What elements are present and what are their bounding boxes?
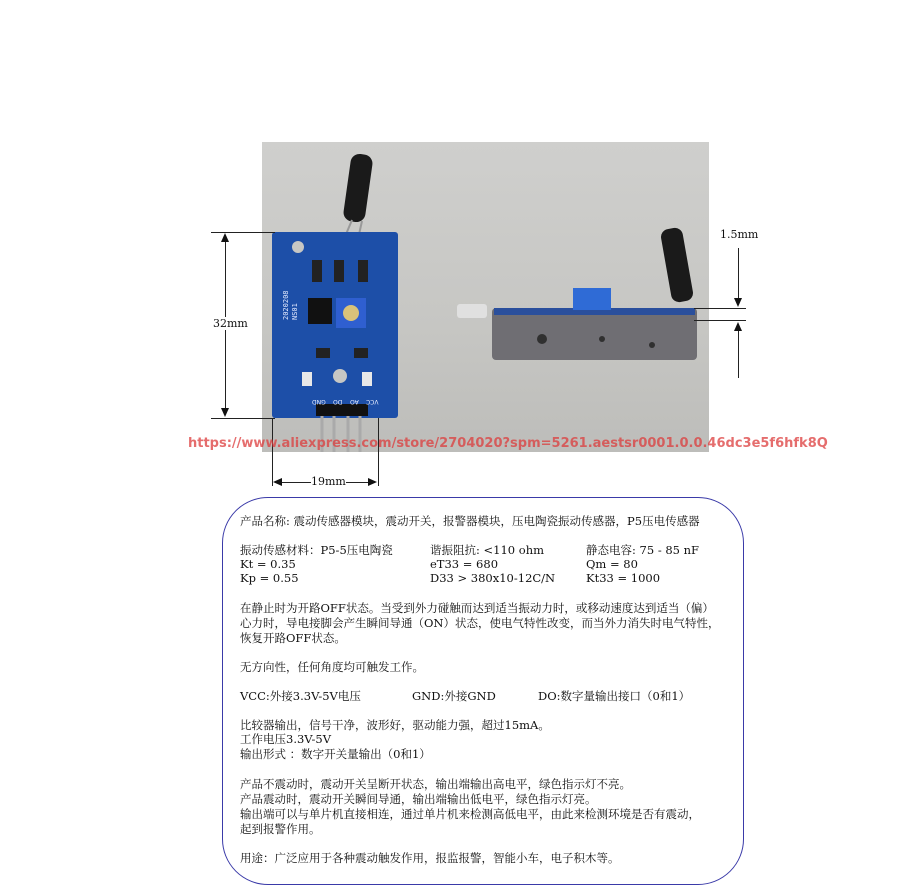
pin-label-vcc: VCC bbox=[365, 398, 378, 405]
width-label: 19mm bbox=[311, 475, 346, 488]
usage-note: 用途：广泛应用于各种震动触发作用，报监报警，智能小车，电子积木等。 bbox=[240, 851, 620, 865]
pin-do-desc: DO:数字量输出接口（0和1） bbox=[538, 689, 691, 703]
behavior-line-3: 输出端可以与单片机直接相连，通过单片机来检测高低电平，由此来检测环境是否有震动， bbox=[240, 807, 700, 821]
param-kt33: Kt33 = 1000 bbox=[586, 571, 661, 585]
param-capacitance: 静态电容: 75 - 85 nF bbox=[586, 543, 700, 557]
comparator-line-1: 比较器输出，信号干净，波形好，驱动能力强，超过15mA。 bbox=[240, 718, 550, 732]
comparator-line-3: 输出形式 ：数字开关量输出（0和1） bbox=[240, 747, 431, 761]
product-photo-illustration bbox=[262, 142, 709, 452]
direction-note: 无方向性，任何角度均可触发工作。 bbox=[240, 660, 424, 674]
behavior-line-2: 产品震动时，震动开关瞬间导通，输出端输出低电平，绿色指示灯亮。 bbox=[240, 792, 597, 806]
comparator-line-2: 工作电压3.3V-5V bbox=[240, 732, 332, 746]
param-kp: Kp = 0.55 bbox=[240, 571, 299, 585]
product-name: 产品名称: 震动传感器模块，震动开关，报警器模块，压电陶瓷振动传感器，P5压电传感器 bbox=[240, 514, 700, 528]
pin-gnd-desc: GND:外接GND bbox=[412, 689, 496, 703]
store-watermark: https://www.aliexpress.com/store/2704020?spm=5261.aestsr0001.0.0.46dc3e5f6hfk8Q bbox=[188, 436, 828, 451]
param-d33: D33 > 380x10-12C/N bbox=[430, 571, 556, 585]
thickness-label: 1.5mm bbox=[720, 228, 759, 241]
sensor-module-side bbox=[457, 227, 697, 360]
param-kt: Kt = 0.35 bbox=[240, 557, 296, 571]
pcb-silkscreen-code: 2020208 NS01 bbox=[282, 290, 299, 320]
behavior-line-4: 起到报警作用。 bbox=[240, 822, 321, 836]
desc-line-1: 在静止时为开路OFF状态。当受到外力碰触而达到适当振动力时，或移动速度达到适当（偏） bbox=[240, 601, 714, 615]
pin-label-do: DO bbox=[332, 398, 343, 405]
product-photo bbox=[262, 142, 709, 452]
height-label: 32mm bbox=[213, 317, 248, 330]
pin-label-gnd: GND bbox=[312, 398, 326, 405]
behavior-line-1: 产品不震动时，震动开关呈断开状态，输出端输出高电平，绿色指示灯不亮。 bbox=[240, 777, 631, 791]
param-material: 振动传感材料：P5-5压电陶瓷 bbox=[240, 543, 393, 557]
param-et33: eT33 = 680 bbox=[430, 557, 499, 571]
pin-labels bbox=[312, 398, 378, 405]
pin-vcc-desc: VCC:外接3.3V-5V电压 bbox=[240, 689, 361, 703]
desc-line-2: 心力时，导电接脚会产生瞬间导通（ON）状态，使电气特性改变，而当外力消失时电气特性， bbox=[240, 616, 720, 630]
param-impedance: 谐振阻抗: <110 ohm bbox=[430, 543, 545, 557]
pin-label-ao: AO bbox=[349, 398, 359, 405]
desc-line-3: 恢复开路OFF状态。 bbox=[240, 631, 346, 645]
param-qm: Qm = 80 bbox=[586, 557, 638, 571]
